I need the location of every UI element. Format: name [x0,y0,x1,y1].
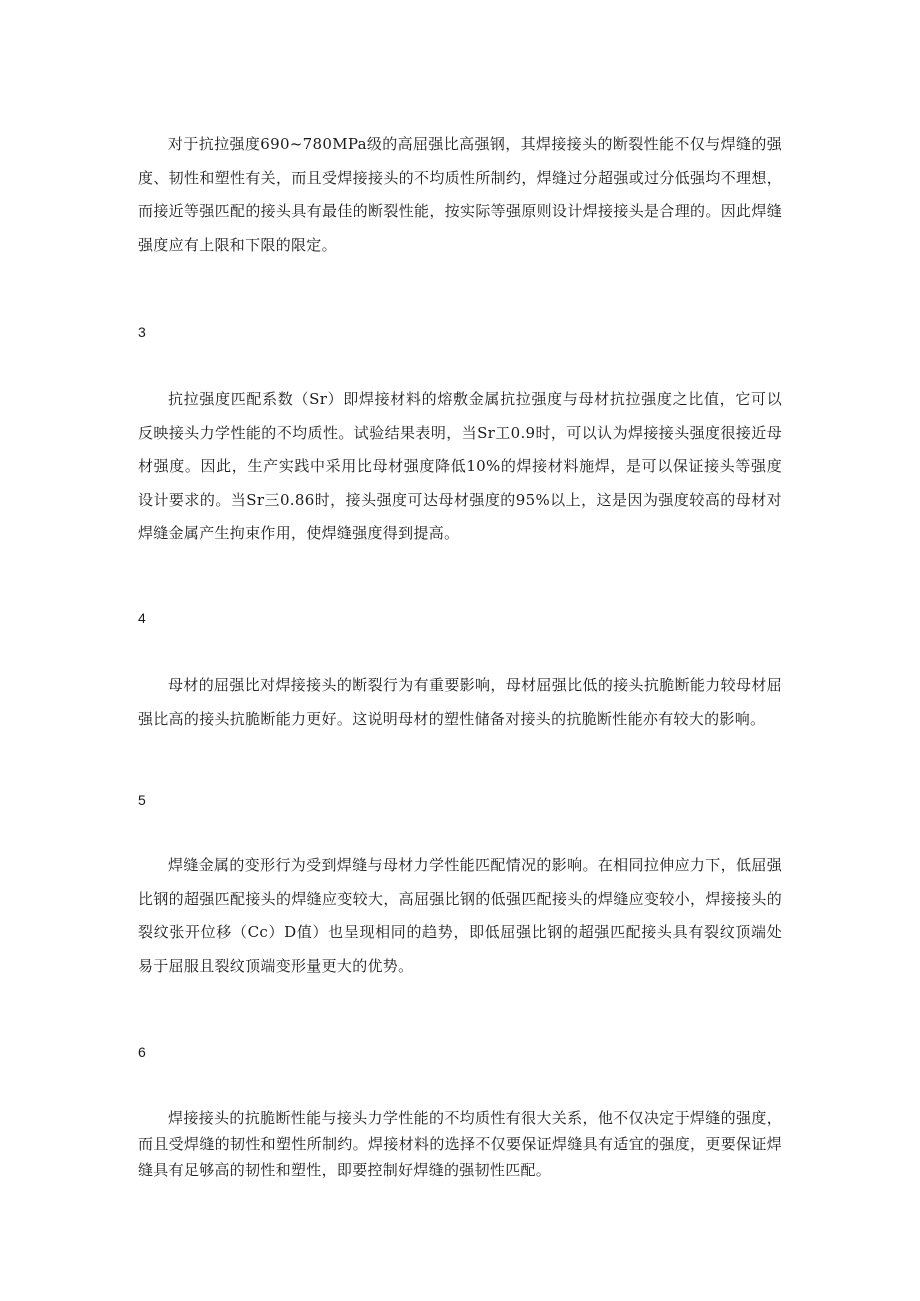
paragraph-4: 焊缝金属的变形行为受到焊缝与母材力学性能匹配情况的影响。在相同拉伸应力下，低屈强比钢的超强匹配接头的焊缝应变较大，高屈强比钢的低强匹配接头的焊缝应变较小，焊接接头的裂纹张开位移（Cc）D值）也呈现相同的趋势，即低屈强比钢的超强匹配接头具有裂纹顶端处易于屈服且裂纹顶端变形量更大的优势。 [138,856,782,975]
section-number-6: 6 [138,1044,146,1060]
paragraph-3: 母材的屈强比对焊接接头的断裂行为有重要影响，母材屈强比低的接头抗脆断能力较母材屈强比高的接头抗脆断能力更好。这说明母材的塑性储备对接头的抗脆断性能亦有较大的影响。 [138,676,782,728]
section-number-3: 3 [138,324,146,340]
section-number-5: 5 [138,792,146,808]
section-number-4: 4 [138,610,146,626]
paragraph-2: 抗拉强度匹配系数（Sr）即焊接材料的熔敷金属抗拉强度与母材抗拉强度之比值，它可以反映接头力学性能的不均质性。试验结果表明，当Sr工0.9时，可以认为焊接接头强度很接近母材强度。因此，生产实践中采用比母材强度降低10%的焊接材料施焊，是可以保证接头等强度设计要求的。当Sr三0.86时，接头强度可达母材强度的95%以上，这是因为强度较高的母材对焊缝金属产生拘束作用，使焊缝强度得到提高。 [138,390,782,542]
paragraph-1: 对于抗拉强度690~780MPa级的高屈强比高强钢，其焊接接头的断裂性能不仅与焊缝的强度、韧性和塑性有关，而且受焊接接头的不均质性所制约，焊缝过分超强或过分低强均不理想，而接近等强匹配的接头具有最佳的断裂性能，按实际等强原则设计焊接接头是合理的。因此焊缝强度应有上限和下限的限定。 [138,135,782,254]
paragraph-5: 焊接接头的抗脆断性能与接头力学性能的不均质性有很大关系，他不仅决定于焊缝的强度，而且受焊缝的韧性和塑性所制约。焊接材料的选择不仅要保证焊缝具有适宜的强度，更要保证焊缝具有足够高的韧性和塑性，即要控制好焊缝的强韧性匹配。 [138,1109,782,1179]
